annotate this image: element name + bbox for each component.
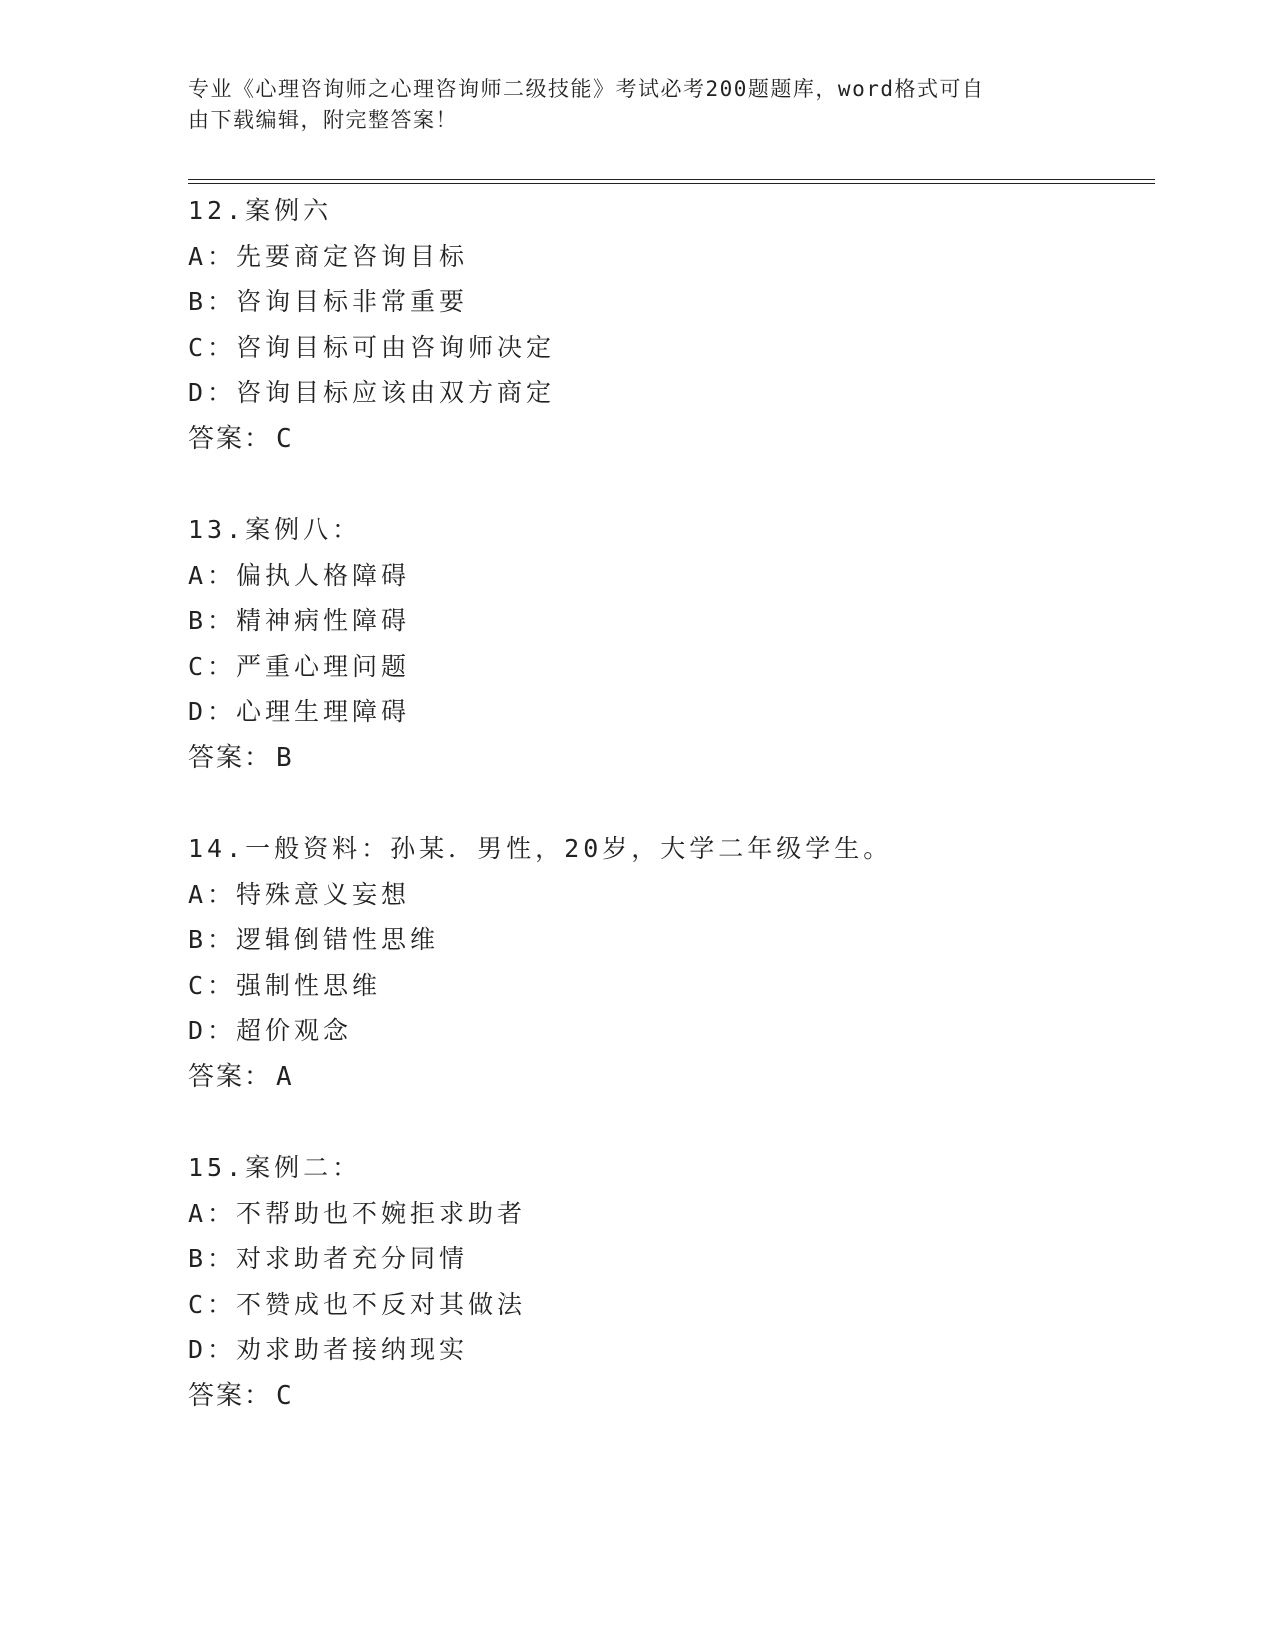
option-c: C：严重心理问题 [188,651,411,681]
answer [188,735,1155,781]
option-b: B：逻辑倒错性思维 [188,925,440,955]
option-c: C：不赞成也不反对其做法 [188,1289,527,1319]
question-list [188,188,1155,1464]
answer [188,1373,1155,1419]
option-b: B：精神病性障碍 [188,606,411,636]
option-a: A：先要商定咨询目标 [188,241,469,271]
header-line-2: 由下载编辑，附完整答案！ [188,108,458,132]
option-a: A：不帮助也不婉拒求助者 [188,1198,527,1228]
question-13 [188,507,1155,826]
option-c: C：强制性思维 [188,970,382,1000]
question-title: 15.案例二： [188,1153,362,1182]
answer-label: 答案： [188,423,273,454]
option-d: D：劝求助者接纳现实 [188,1335,469,1365]
answer [188,416,1155,462]
question-title: 14.一般资料：孙某．男性，20岁，大学二年级学生。 [188,834,893,863]
answer-value: C [276,1380,292,1411]
option-d: D：超价观念 [188,1016,353,1046]
answer-value: C [276,423,292,454]
header-divider-top [188,179,1155,180]
answer [188,1054,1155,1100]
answer-label: 答案： [188,1061,273,1092]
question-title: 12.案例六 [188,196,333,225]
question-15 [188,1145,1155,1464]
option-d: D：心理生理障碍 [188,697,411,727]
option-a: A：偏执人格障碍 [188,560,411,590]
answer-value: A [276,1061,292,1092]
option-a: A：特殊意义妄想 [188,879,411,909]
question-14 [188,826,1155,1145]
question-12 [188,188,1155,507]
question-title: 13.案例八： [188,515,362,544]
option-c: C：咨询目标可由咨询师决定 [188,332,556,362]
option-b: B：对求助者充分同情 [188,1244,469,1274]
option-b: B：咨询目标非常重要 [188,287,469,317]
document-header [188,74,1088,136]
answer-label: 答案： [188,1380,273,1411]
header-divider-bottom [188,183,1155,184]
option-d: D：咨询目标应该由双方商定 [188,378,556,408]
answer-value: B [276,742,292,773]
answer-label: 答案： [188,742,273,773]
header-line-1: 专业《心理咨询师之心理咨询师二级技能》考试必考200题题库，word格式可自 [188,77,985,101]
